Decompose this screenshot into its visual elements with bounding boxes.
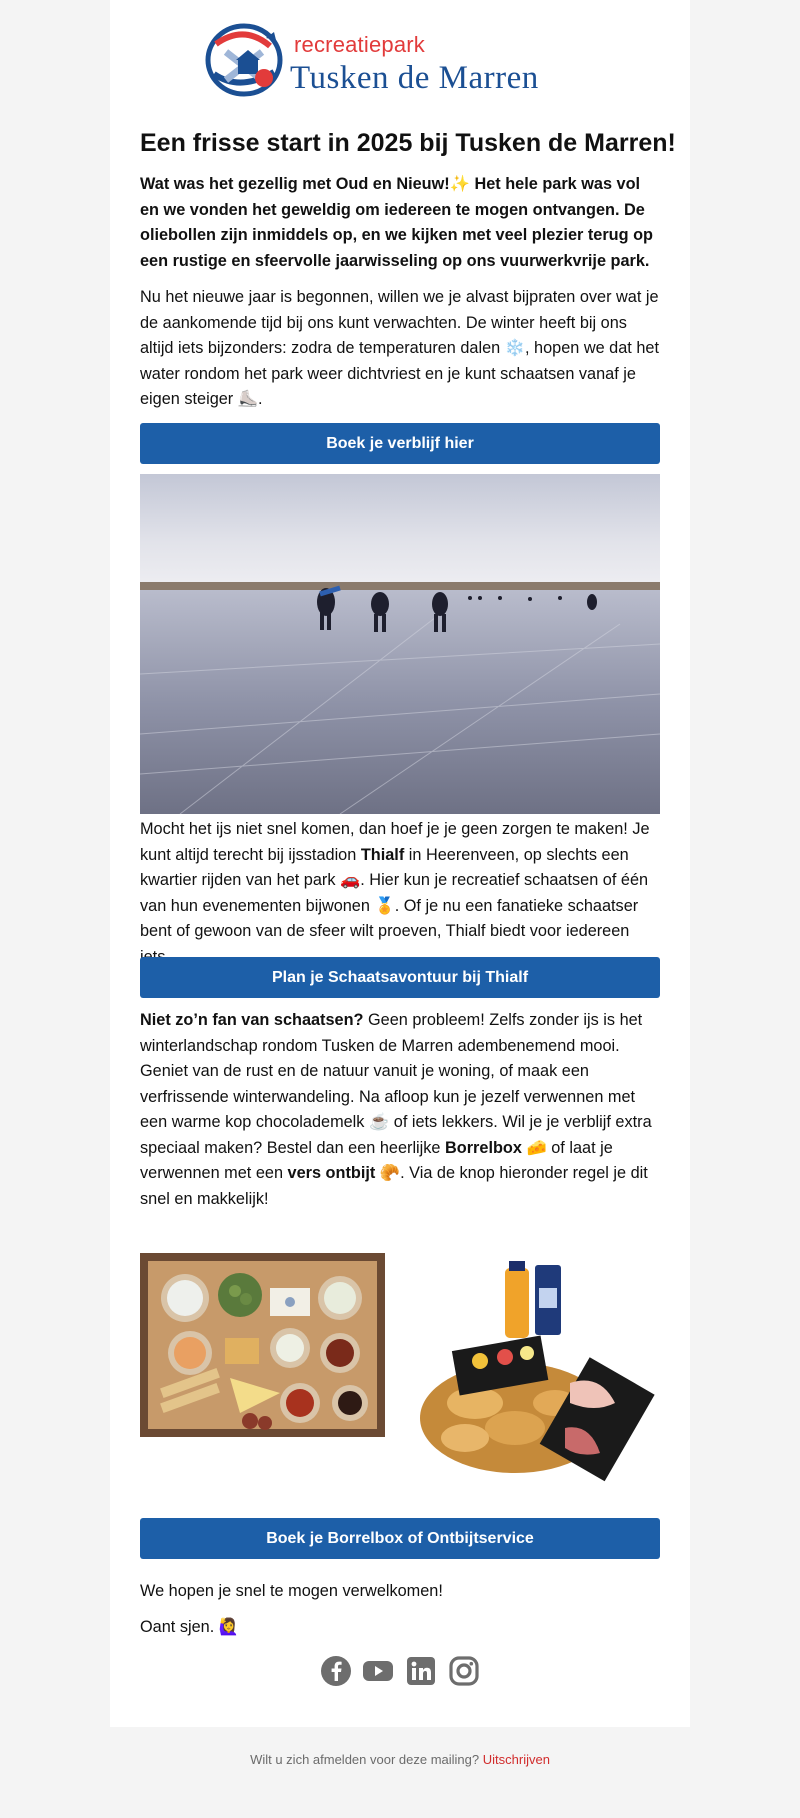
intro-paragraph: Wat was het gezellig met Oud en Nieuw!✨ Het hele park was vol en we vonden het geweldig om iedereen te mogen ontvangen. De oliebollen zijn inmiddels op, en we kijken met veel plezier terug op een rustige en sfeervolle jaarwisseling op ons vuurwerkvrije park. bbox=[140, 175, 653, 270]
no-skating-text-f: 🥐. Via de knop hieronder regel je dit snel en makkelijk! bbox=[140, 1164, 648, 1208]
unsubscribe-link[interactable]: Uitschrijven bbox=[482, 1752, 550, 1767]
thialf-name: Thialf bbox=[360, 845, 405, 864]
instagram-icon[interactable] bbox=[448, 1655, 480, 1687]
page-title: Een frisse start in 2025 bij Tusken de Marren! bbox=[140, 129, 676, 157]
plan-thialf-button[interactable]: Plan je Schaatsavontuur bij Thialf bbox=[140, 957, 660, 998]
linkedin-icon[interactable] bbox=[405, 1655, 437, 1687]
brand-name-line2: Tusken de Marren bbox=[290, 60, 539, 96]
breakfast-image bbox=[395, 1253, 660, 1485]
youtube-icon[interactable] bbox=[362, 1655, 394, 1687]
brand-logo[interactable] bbox=[204, 22, 596, 98]
paragraph-no-skating bbox=[140, 1008, 662, 1212]
no-skating-title: Niet zo’n fan van schaatsen? bbox=[140, 1011, 364, 1029]
unsubscribe-prompt: Wilt u zich afmelden voor deze mailing? bbox=[250, 1752, 480, 1767]
book-stay-button[interactable]: Boek je verblijf hier bbox=[140, 423, 660, 464]
breakfast-label: vers ontbijt bbox=[287, 1164, 376, 1182]
thialf-text-a: Mocht het ijs niet snel komen, dan hoef je je geen zorgen te maken! Je kunt altijd terecht bij ijsstadion bbox=[140, 820, 650, 864]
email-card bbox=[110, 0, 690, 1727]
book-borrelbox-button[interactable]: Boek je Borrelbox of Ontbijtservice bbox=[140, 1518, 660, 1559]
thialf-text-c: in Heerenveen, op slechts een kwartier rijden van het park 🚗. Hier kun je recreatief schaatsen of één van hun evenementen bijwonen 🏅. Of je nu een fanatieke schaatser bent of gewoon van de sfeer wilt proeven, Thialf biedt voor iedereen bbox=[140, 845, 649, 940]
no-skating-text-b: Geen probleem! Zelfs zonder ijs is het winterlandschap rondom Tusken de Marren adembenemend mooi. Geniet van de rust en de natuur vanuit je woning, of maak een verfrissende winterwandeling. Na afloop kun je jezelf verwennen met een warme kop chocolademelk ☕ of iets lekkers. Wil je je verblijf extra speciaal maken? Bestel dan een heerlijke bbox=[140, 1011, 652, 1157]
closing-signoff: Oant sjen. 🙋‍♀️ bbox=[140, 1618, 240, 1636]
paragraph-winter: Nu het nieuwe jaar is begonnen, willen we je alvast bijpraten over wat je de aankomende tijd bij ons kunt verwachten. De winter heeft bij ons altijd iets bijzonders: zodra de temperaturen dalen ❄️, hopen we dat het water rondom het park weer dichtvriest en je kunt schaatsen vanaf je eigen steiger ⛸️. bbox=[140, 288, 659, 408]
logo-emblem-icon bbox=[204, 22, 290, 98]
borrelbox-label: Borrelbox bbox=[445, 1138, 522, 1157]
ice-skating-image bbox=[140, 474, 660, 814]
borrelbox-image bbox=[140, 1253, 385, 1437]
facebook-icon[interactable] bbox=[320, 1655, 352, 1687]
closing-welcome: We hopen je snel te mogen verwelkomen! bbox=[140, 1582, 443, 1600]
no-skating-text-d: 🧀 of laat je verwennen met een bbox=[140, 1138, 613, 1182]
brand-name-line1: recreatiepark bbox=[294, 32, 425, 57]
paragraph-thialf bbox=[140, 817, 662, 970]
footer bbox=[0, 1752, 800, 1767]
